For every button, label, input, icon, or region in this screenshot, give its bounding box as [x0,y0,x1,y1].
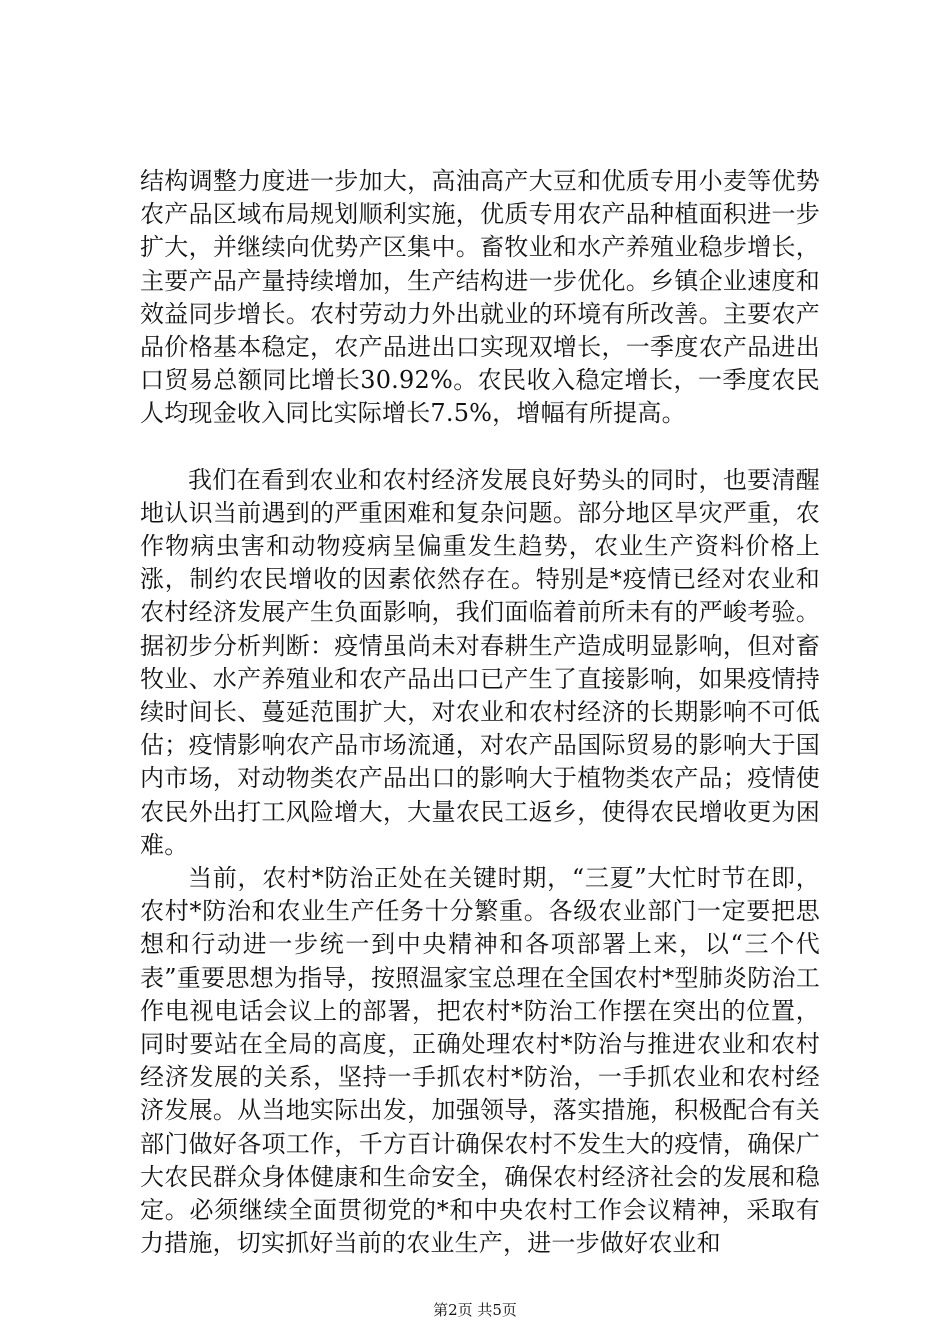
document-body [140,165,820,1261]
page-number-footer: 第2页 共5页 [433,1301,517,1319]
paragraph-1: 结构调整力度进一步加大，高油高产大豆和优质专用小麦等优势农产品区域布局规划顺利实施，优质专用农产品种植面积进一步扩大，并继续向优势产区集中。畜牧业和水产养殖业稳步增长，主要产品产量持续增加，生产结构进一步优化。乡镇企业速度和效益同步增长。农村劳动力外出就业的环境有所改善。主要农产品价格基本稳定，农产品进出口实现双增长，一季度农产品进出口贸易总额同比增长30.92%。农民收入稳定增长，一季度农民人均现金收入同比实际增长7.5%，增幅有所提高。 [140,167,820,428]
paragraph-2: 我们在看到农业和农村经济发展良好势头的同时，也要清醒地认识当前遇到的严重困难和复杂问题。部分地区旱灾严重，农作物病虫害和动物疫病呈偏重发生趋势，农业生产资料价格上涨，制约农民增收的因素依然存在。特别是*疫情已经对农业和农村经济发展产生负面影响，我们面临着前所未有的严峻考验。据初步分析判断：疫情虽尚未对春耕生产造成明显影响，但对畜牧业、水产养殖业和农产品出口已产生了直接影响，如果疫情持续时间长、蔓延范围扩大，对农业和农村经济的长期影响不可低估；疫情影响农产品市场流通，对农产品国际贸易的影响大于国内市场，对动物类农产品出口的影响大于植物类农产品；疫情使农民外出打工风险增大，大量农民工返乡，使得农民增收更为困难。 [140,465,820,859]
paragraph-gap [140,431,820,464]
paragraph-3: 当前，农村*防治正处在关键时期，“三夏”大忙时节在即，农村*防治和农业生产任务十分繁重。各级农业部门一定要把思想和行动进一步统一到中央精神和各项部署上来，以“三个代表”重要思想为指导，按照温家宝总理在全国农村*型肺炎防治工作电视电话会议上的部署，把农村*防治工作摆在突出的位置，同时要站在全局的高度，正确处理农村*防治与推进农业和农村经济发展的关系，坚持一手抓农村*防治，一手抓农业和农村经济发展。从当地实际出发，加强领导，落实措施，积极配合有关部门做好各项工作，千方百计确保农村不发生大的疫情，确保广大农民群众身体健康和生命安全，确保农村经济社会的发展和稳定。必须继续全面贯彻党的*和中央农村工作会议精神，采取有力措施，切实抓好当前的农业生产，进一步做好农业和 [140,864,820,1258]
